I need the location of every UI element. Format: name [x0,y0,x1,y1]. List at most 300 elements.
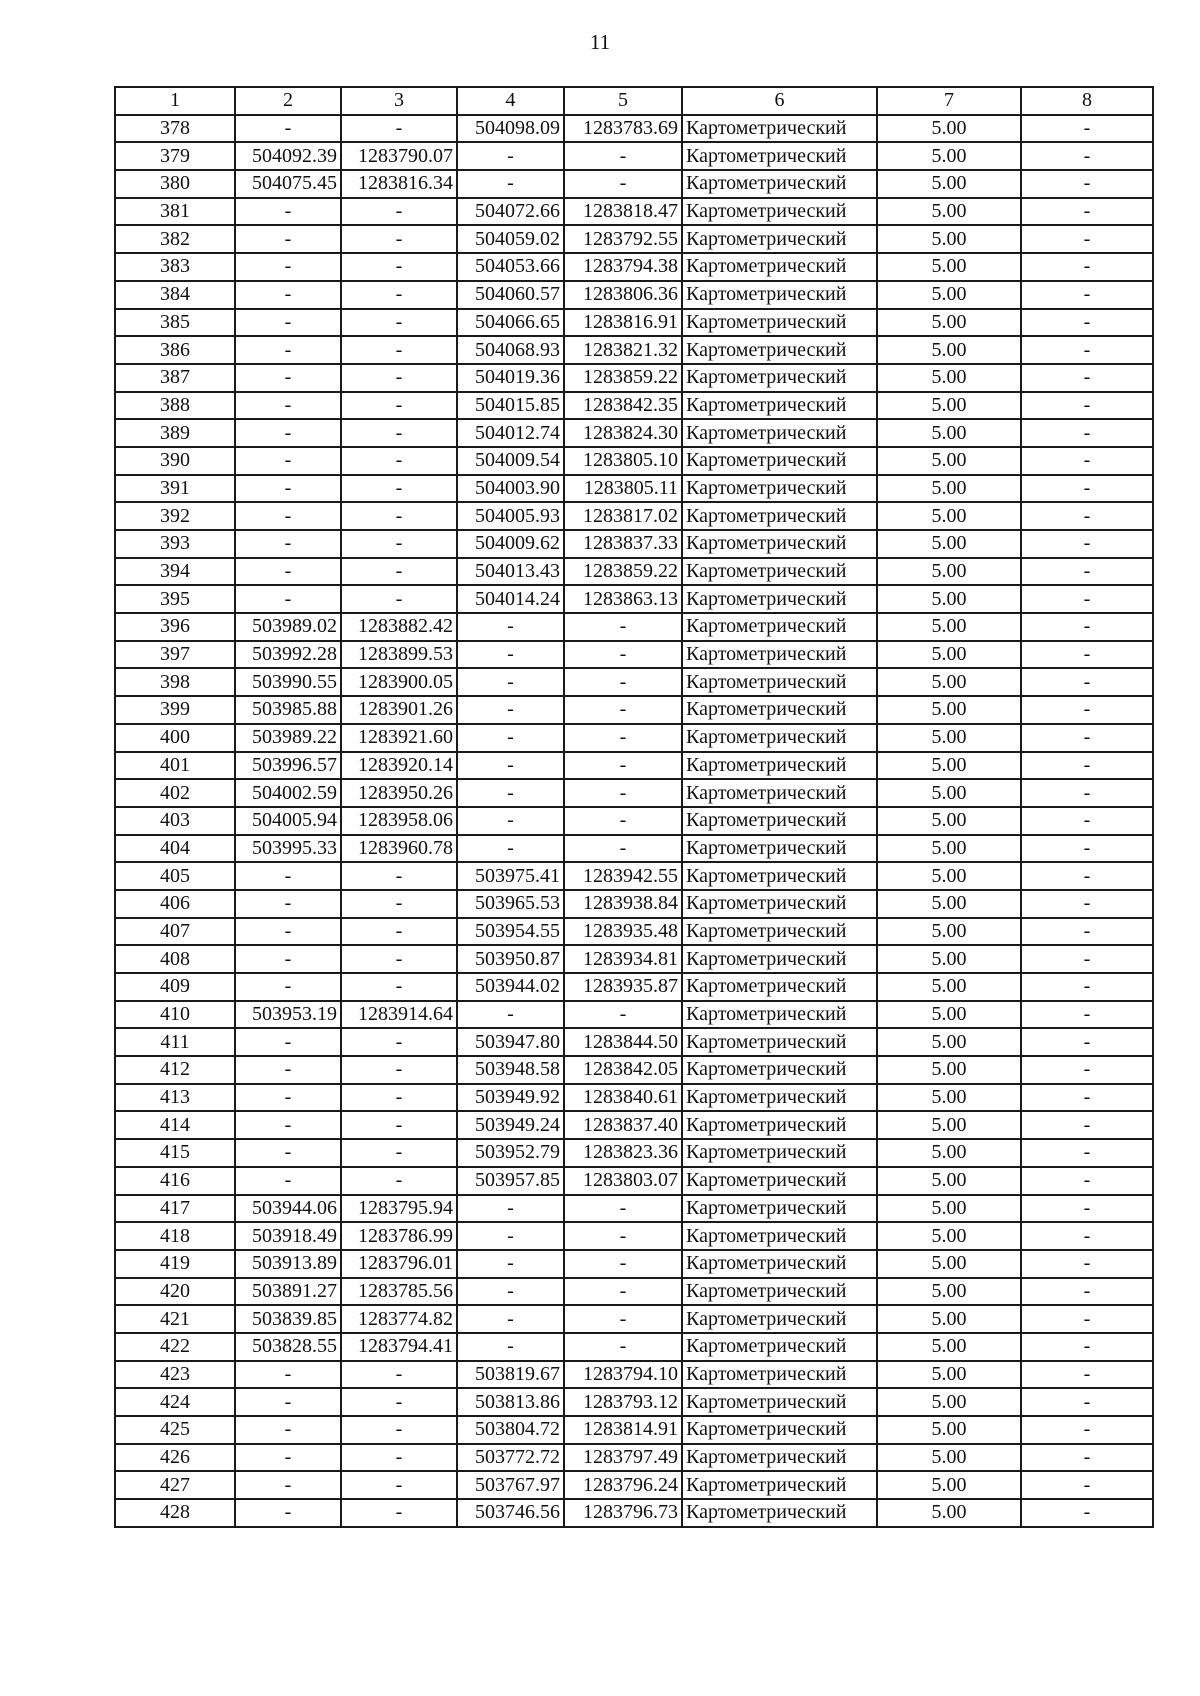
accuracy-cell: 5.00 [877,558,1021,586]
point-number-cell: 389 [115,419,235,447]
y-new-cell: - [564,724,682,752]
table-row [115,364,1153,392]
method-cell: Картометрический [682,1195,877,1223]
x-old-cell: - [235,225,341,253]
method-cell: Картометрический [682,724,877,752]
x-new-cell: - [457,779,564,807]
description-cell: - [1021,641,1153,669]
y-old-cell: - [341,585,457,613]
y-new-cell: 1283803.07 [564,1167,682,1195]
x-old-cell: 504005.94 [235,807,341,835]
point-number-cell: 399 [115,696,235,724]
x-old-cell: - [235,1028,341,1056]
column-header: 6 [682,87,877,115]
y-new-cell: 1283842.05 [564,1056,682,1084]
accuracy-cell: 5.00 [877,1333,1021,1361]
x-new-cell: 504014.24 [457,585,564,613]
x-new-cell: - [457,835,564,863]
method-cell: Картометрический [682,502,877,530]
y-new-cell: 1283840.61 [564,1084,682,1112]
y-old-cell: - [341,392,457,420]
x-new-cell: 504066.65 [457,309,564,337]
method-cell: Картометрический [682,862,877,890]
x-old-cell: - [235,1167,341,1195]
method-cell: Картометрический [682,1250,877,1278]
point-number-cell: 410 [115,1001,235,1029]
x-new-cell: - [457,752,564,780]
x-new-cell: 503746.56 [457,1499,564,1527]
accuracy-cell: 5.00 [877,1471,1021,1499]
y-new-cell: 1283935.87 [564,973,682,1001]
x-new-cell: 503819.67 [457,1361,564,1389]
point-number-cell: 394 [115,558,235,586]
x-new-cell: 504072.66 [457,198,564,226]
y-old-cell: - [341,447,457,475]
x-new-cell: - [457,696,564,724]
point-number-cell: 425 [115,1416,235,1444]
column-header: 7 [877,87,1021,115]
accuracy-cell: 5.00 [877,253,1021,281]
y-old-cell: - [341,225,457,253]
description-cell: - [1021,225,1153,253]
point-number-cell: 417 [115,1195,235,1223]
y-new-cell: 1283824.30 [564,419,682,447]
method-cell: Картометрический [682,419,877,447]
description-cell: - [1021,585,1153,613]
description-cell: - [1021,1001,1153,1029]
description-cell: - [1021,1139,1153,1167]
table-row [115,890,1153,918]
x-new-cell: 504068.93 [457,336,564,364]
x-old-cell: - [235,364,341,392]
y-old-cell: - [341,945,457,973]
y-new-cell: 1283793.12 [564,1388,682,1416]
table-row [115,779,1153,807]
accuracy-cell: 5.00 [877,475,1021,503]
x-old-cell: - [235,419,341,447]
y-new-cell: 1283796.24 [564,1471,682,1499]
y-old-cell: 1283921.60 [341,724,457,752]
method-cell: Картометрический [682,1333,877,1361]
x-old-cell: 503985.88 [235,696,341,724]
x-new-cell: - [457,1195,564,1223]
method-cell: Картометрический [682,1001,877,1029]
x-old-cell: 503918.49 [235,1222,341,1250]
y-old-cell: 1283785.56 [341,1278,457,1306]
point-number-cell: 388 [115,392,235,420]
x-new-cell: 503804.72 [457,1416,564,1444]
x-new-cell: - [457,1278,564,1306]
point-number-cell: 404 [115,835,235,863]
y-old-cell: - [341,862,457,890]
description-cell: - [1021,918,1153,946]
y-old-cell: 1283774.82 [341,1305,457,1333]
y-old-cell: 1283816.34 [341,170,457,198]
x-new-cell: 503949.92 [457,1084,564,1112]
x-old-cell: - [235,392,341,420]
method-cell: Картометрический [682,613,877,641]
point-number-cell: 426 [115,1444,235,1472]
table-row [115,115,1153,143]
x-new-cell: 503965.53 [457,890,564,918]
x-new-cell: - [457,1001,564,1029]
method-cell: Картометрический [682,115,877,143]
y-old-cell: - [341,1499,457,1527]
accuracy-cell: 5.00 [877,752,1021,780]
y-new-cell: 1283842.35 [564,392,682,420]
description-cell: - [1021,447,1153,475]
x-old-cell: 503839.85 [235,1305,341,1333]
table-row [115,1278,1153,1306]
x-new-cell: 504009.54 [457,447,564,475]
y-new-cell: 1283942.55 [564,862,682,890]
y-new-cell: 1283794.38 [564,253,682,281]
point-number-cell: 383 [115,253,235,281]
y-old-cell: 1283795.94 [341,1195,457,1223]
table-row [115,225,1153,253]
accuracy-cell: 5.00 [877,973,1021,1001]
x-old-cell: 503989.22 [235,724,341,752]
description-cell: - [1021,1222,1153,1250]
point-number-cell: 423 [115,1361,235,1389]
coordinates-table [114,86,1154,1528]
point-number-cell: 385 [115,309,235,337]
x-old-cell: - [235,918,341,946]
point-number-cell: 405 [115,862,235,890]
accuracy-cell: 5.00 [877,724,1021,752]
x-new-cell: 504059.02 [457,225,564,253]
method-cell: Картометрический [682,475,877,503]
method-cell: Картометрический [682,170,877,198]
y-old-cell: - [341,1167,457,1195]
accuracy-cell: 5.00 [877,1111,1021,1139]
table-row [115,585,1153,613]
method-cell: Картометрический [682,918,877,946]
y-old-cell: - [341,890,457,918]
description-cell: - [1021,364,1153,392]
y-new-cell: - [564,613,682,641]
table-row [115,1250,1153,1278]
table-row [115,835,1153,863]
description-cell: - [1021,973,1153,1001]
method-cell: Картометрический [682,558,877,586]
accuracy-cell: 5.00 [877,115,1021,143]
x-old-cell: - [235,558,341,586]
y-new-cell: 1283821.32 [564,336,682,364]
x-new-cell: 503944.02 [457,973,564,1001]
accuracy-cell: 5.00 [877,585,1021,613]
point-number-cell: 392 [115,502,235,530]
description-cell: - [1021,1416,1153,1444]
description-cell: - [1021,558,1153,586]
method-cell: Картометрический [682,1278,877,1306]
point-number-cell: 402 [115,779,235,807]
method-cell: Картометрический [682,696,877,724]
table-row [115,641,1153,669]
y-old-cell: 1283786.99 [341,1222,457,1250]
description-cell: - [1021,142,1153,170]
description-cell: - [1021,1388,1153,1416]
description-cell: - [1021,1278,1153,1306]
x-old-cell: - [235,1084,341,1112]
y-new-cell: 1283935.48 [564,918,682,946]
method-cell: Картометрический [682,309,877,337]
x-new-cell: - [457,1222,564,1250]
accuracy-cell: 5.00 [877,696,1021,724]
y-new-cell: - [564,696,682,724]
table-row [115,613,1153,641]
point-number-cell: 418 [115,1222,235,1250]
y-new-cell: 1283814.91 [564,1416,682,1444]
y-new-cell: 1283805.10 [564,447,682,475]
description-cell: - [1021,1361,1153,1389]
method-cell: Картометрический [682,253,877,281]
accuracy-cell: 5.00 [877,1388,1021,1416]
table-row [115,668,1153,696]
x-old-cell: - [235,115,341,143]
description-cell: - [1021,1056,1153,1084]
accuracy-cell: 5.00 [877,198,1021,226]
method-cell: Картометрический [682,281,877,309]
point-number-cell: 387 [115,364,235,392]
accuracy-cell: 5.00 [877,392,1021,420]
table-row [115,142,1153,170]
y-new-cell: - [564,835,682,863]
accuracy-cell: 5.00 [877,502,1021,530]
accuracy-cell: 5.00 [877,1028,1021,1056]
x-new-cell: 503950.87 [457,945,564,973]
description-cell: - [1021,862,1153,890]
method-cell: Картометрический [682,1471,877,1499]
method-cell: Картометрический [682,641,877,669]
point-number-cell: 414 [115,1111,235,1139]
y-old-cell: - [341,253,457,281]
table-row [115,1361,1153,1389]
method-cell: Картометрический [682,1416,877,1444]
point-number-cell: 393 [115,530,235,558]
table-row [115,1416,1153,1444]
x-old-cell: - [235,945,341,973]
table-row [115,1305,1153,1333]
y-new-cell: 1283817.02 [564,502,682,530]
description-cell: - [1021,1167,1153,1195]
description-cell: - [1021,835,1153,863]
point-number-cell: 406 [115,890,235,918]
y-new-cell: - [564,641,682,669]
method-cell: Картометрический [682,752,877,780]
y-new-cell: - [564,668,682,696]
accuracy-cell: 5.00 [877,530,1021,558]
accuracy-cell: 5.00 [877,1195,1021,1223]
method-cell: Картометрический [682,1111,877,1139]
table-row [115,973,1153,1001]
accuracy-cell: 5.00 [877,309,1021,337]
x-old-cell: - [235,502,341,530]
description-cell: - [1021,724,1153,752]
table-row [115,419,1153,447]
x-old-cell: 503953.19 [235,1001,341,1029]
table-row [115,724,1153,752]
y-old-cell: 1283920.14 [341,752,457,780]
x-old-cell: 503990.55 [235,668,341,696]
y-new-cell: 1283818.47 [564,198,682,226]
method-cell: Картометрический [682,1222,877,1250]
x-old-cell: 503995.33 [235,835,341,863]
x-old-cell: 503989.02 [235,613,341,641]
x-new-cell: - [457,613,564,641]
description-cell: - [1021,1084,1153,1112]
table-row [115,1388,1153,1416]
x-new-cell: 504005.93 [457,502,564,530]
y-old-cell: - [341,364,457,392]
accuracy-cell: 5.00 [877,1444,1021,1472]
accuracy-cell: 5.00 [877,225,1021,253]
description-cell: - [1021,115,1153,143]
y-new-cell: 1283792.55 [564,225,682,253]
table-row [115,1333,1153,1361]
column-header: 1 [115,87,235,115]
column-header: 4 [457,87,564,115]
table-body [115,115,1153,1527]
y-new-cell: 1283806.36 [564,281,682,309]
point-number-cell: 391 [115,475,235,503]
y-new-cell: 1283796.73 [564,1499,682,1527]
y-old-cell: - [341,115,457,143]
point-number-cell: 378 [115,115,235,143]
table-row [115,253,1153,281]
accuracy-cell: 5.00 [877,1001,1021,1029]
description-cell: - [1021,668,1153,696]
x-old-cell: - [235,475,341,503]
y-old-cell: - [341,1028,457,1056]
table-row [115,1084,1153,1112]
description-cell: - [1021,419,1153,447]
y-old-cell: - [341,1471,457,1499]
x-old-cell: - [235,1444,341,1472]
description-cell: - [1021,752,1153,780]
x-new-cell: - [457,142,564,170]
method-cell: Картометрический [682,1499,877,1527]
x-old-cell: - [235,447,341,475]
point-number-cell: 424 [115,1388,235,1416]
y-old-cell: - [341,1139,457,1167]
y-new-cell: - [564,752,682,780]
accuracy-cell: 5.00 [877,641,1021,669]
method-cell: Картометрический [682,198,877,226]
description-cell: - [1021,198,1153,226]
y-old-cell: - [341,1444,457,1472]
accuracy-cell: 5.00 [877,945,1021,973]
method-cell: Картометрический [682,1444,877,1472]
table-row [115,309,1153,337]
table-row [115,1444,1153,1472]
description-cell: - [1021,336,1153,364]
method-cell: Картометрический [682,668,877,696]
point-number-cell: 428 [115,1499,235,1527]
table-row [115,1028,1153,1056]
x-new-cell: 504015.85 [457,392,564,420]
page-number: 11 [589,30,611,54]
accuracy-cell: 5.00 [877,1278,1021,1306]
x-new-cell: 504053.66 [457,253,564,281]
point-number-cell: 401 [115,752,235,780]
table-row [115,170,1153,198]
y-new-cell: - [564,1222,682,1250]
y-old-cell: - [341,309,457,337]
y-new-cell: 1283837.33 [564,530,682,558]
x-new-cell: 503957.85 [457,1167,564,1195]
x-old-cell: - [235,1416,341,1444]
y-old-cell: - [341,918,457,946]
table-row [115,1499,1153,1527]
table-row [115,1195,1153,1223]
y-new-cell: 1283805.11 [564,475,682,503]
y-new-cell: - [564,170,682,198]
y-old-cell: 1283899.53 [341,641,457,669]
description-cell: - [1021,392,1153,420]
x-old-cell: - [235,198,341,226]
point-number-cell: 396 [115,613,235,641]
table-row [115,281,1153,309]
description-cell: - [1021,1111,1153,1139]
table-row [115,945,1153,973]
x-old-cell: - [235,309,341,337]
y-new-cell: 1283797.49 [564,1444,682,1472]
y-old-cell: - [341,1111,457,1139]
y-new-cell: 1283934.81 [564,945,682,973]
accuracy-cell: 5.00 [877,890,1021,918]
x-new-cell: 503954.55 [457,918,564,946]
y-new-cell: - [564,779,682,807]
point-number-cell: 416 [115,1167,235,1195]
point-number-cell: 419 [115,1250,235,1278]
column-header: 5 [564,87,682,115]
y-old-cell: 1283958.06 [341,807,457,835]
y-old-cell: - [341,198,457,226]
x-old-cell: - [235,890,341,918]
x-new-cell: 503949.24 [457,1111,564,1139]
description-cell: - [1021,1333,1153,1361]
method-cell: Картометрический [682,1388,877,1416]
point-number-cell: 421 [115,1305,235,1333]
y-new-cell: - [564,1333,682,1361]
y-old-cell: - [341,1416,457,1444]
accuracy-cell: 5.00 [877,1056,1021,1084]
description-cell: - [1021,1250,1153,1278]
x-old-cell: - [235,973,341,1001]
point-number-cell: 427 [115,1471,235,1499]
accuracy-cell: 5.00 [877,1305,1021,1333]
description-cell: - [1021,1499,1153,1527]
y-old-cell: - [341,1056,457,1084]
x-old-cell: 504075.45 [235,170,341,198]
point-number-cell: 397 [115,641,235,669]
accuracy-cell: 5.00 [877,835,1021,863]
x-new-cell: - [457,641,564,669]
point-number-cell: 422 [115,1333,235,1361]
table-row [115,1471,1153,1499]
accuracy-cell: 5.00 [877,1361,1021,1389]
method-cell: Картометрический [682,1305,877,1333]
x-new-cell: 503947.80 [457,1028,564,1056]
column-header: 2 [235,87,341,115]
x-old-cell: 503992.28 [235,641,341,669]
accuracy-cell: 5.00 [877,668,1021,696]
point-number-cell: 403 [115,807,235,835]
accuracy-cell: 5.00 [877,170,1021,198]
y-new-cell: - [564,142,682,170]
x-new-cell: - [457,668,564,696]
